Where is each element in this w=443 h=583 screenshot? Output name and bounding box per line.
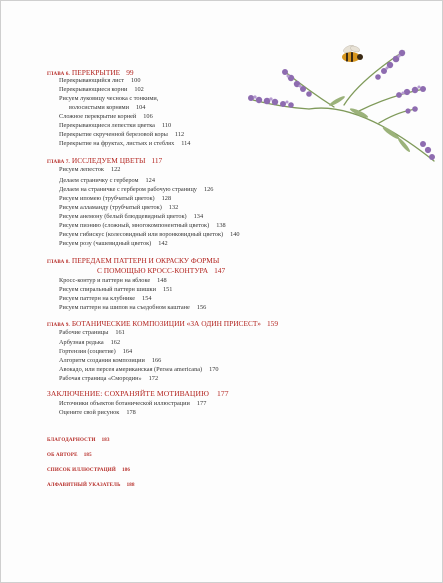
toc-entry[interactable] bbox=[59, 232, 240, 238]
page-number: 154 bbox=[142, 295, 152, 302]
toc-entry[interactable] bbox=[59, 349, 132, 355]
toc-entry[interactable] bbox=[59, 123, 171, 129]
toc-entry[interactable] bbox=[59, 278, 167, 284]
back-matter-item[interactable] bbox=[47, 438, 110, 443]
entry-title: Арбузная редька bbox=[59, 339, 104, 346]
entry-title: Рисуем пиэнию (сложный, многокомпонентный цветок) bbox=[59, 222, 210, 229]
entry-title: Рисуем розу (чашевидный цветок) bbox=[59, 240, 152, 247]
chapter-title-line-2: С ПОМОЩЬЮ КРОСС-КОНТУРА bbox=[97, 266, 209, 275]
conclusion-heading[interactable] bbox=[47, 390, 229, 398]
page-number: 162 bbox=[110, 339, 121, 346]
chapter-label: ГЛАВА 6. bbox=[47, 72, 70, 77]
page-number: 132 bbox=[168, 204, 179, 211]
page-number: 140 bbox=[230, 231, 240, 238]
toc-entry[interactable] bbox=[59, 305, 206, 311]
toc-entry[interactable] bbox=[59, 340, 120, 346]
entry-title: Рисуем алламанду (трубчатый цветок) bbox=[59, 204, 162, 211]
chapter-label: ГЛАВА 9. bbox=[47, 323, 70, 328]
page-number: 134 bbox=[193, 213, 204, 220]
page-number: 122 bbox=[110, 166, 121, 173]
entry-title: Перекрытие скрученной березовой коры bbox=[59, 131, 168, 138]
toc-entry[interactable] bbox=[59, 376, 158, 382]
entry-title: Перекрывающийся лист bbox=[59, 77, 125, 84]
entry-title: Перекрывающиеся корни bbox=[59, 86, 128, 93]
toc-entry[interactable] bbox=[59, 330, 125, 336]
chapter-title: ПЕРЕКРЫТИЕ bbox=[71, 68, 121, 77]
chapter-7-heading[interactable] bbox=[47, 157, 162, 165]
page-number: 114 bbox=[181, 140, 191, 147]
toc-entry[interactable] bbox=[59, 287, 172, 293]
toc-entry[interactable] bbox=[59, 178, 155, 184]
entry-title: Рисуем гибискус (колесовидный или воронковидный цветок) bbox=[59, 231, 224, 238]
chapter-6-heading[interactable] bbox=[47, 69, 134, 77]
page-number: 178 bbox=[126, 409, 136, 416]
bee-icon bbox=[342, 44, 363, 62]
chapter-title: ПЕРЕДАЕМ ПАТТЕРН И ОКРАСКУ ФОРМЫ bbox=[71, 256, 220, 265]
page-number: 151 bbox=[162, 286, 173, 293]
toc-entry[interactable] bbox=[59, 205, 178, 211]
chapter-8-heading[interactable] bbox=[47, 257, 219, 265]
toc-entry[interactable] bbox=[59, 196, 171, 202]
page-number: 117 bbox=[151, 156, 163, 165]
page-number: 177 bbox=[217, 389, 229, 398]
chapter-label: ГЛАВА 8. bbox=[47, 260, 70, 265]
toc-entry[interactable] bbox=[59, 223, 226, 229]
page-number: 110 bbox=[161, 122, 172, 129]
entry-title: Рисуем ипомею (трубчатый цветок) bbox=[59, 195, 155, 202]
page-number: 99 bbox=[126, 68, 134, 77]
page-number: 166 bbox=[151, 357, 162, 364]
entry-title: волосистыми корнями bbox=[69, 104, 129, 111]
entry-title: Авокадо, или персея американская (Persea americana) bbox=[59, 366, 203, 373]
entry-title: Делаем страничку с гербером bbox=[59, 177, 139, 184]
page-number: 147 bbox=[214, 266, 226, 275]
entry-title: Рабочие страницы bbox=[59, 329, 109, 336]
page-number: 186 bbox=[121, 468, 131, 473]
page-number: 172 bbox=[148, 375, 159, 382]
toc-entry[interactable] bbox=[59, 87, 144, 93]
toc-entry[interactable] bbox=[59, 367, 219, 373]
lavender-sprig-with-bee-illustration bbox=[239, 41, 443, 166]
entry-title: Перекрывающиеся лепестки цветка bbox=[59, 122, 155, 129]
page-number: 183 bbox=[101, 438, 110, 443]
page-number: 138 bbox=[216, 222, 226, 229]
page-number: 126 bbox=[203, 186, 214, 193]
toc-entry[interactable] bbox=[59, 214, 203, 220]
page-number: 170 bbox=[209, 366, 219, 373]
chapter-9-heading[interactable] bbox=[47, 320, 278, 328]
page-number: 185 bbox=[83, 453, 92, 458]
toc-entry[interactable] bbox=[59, 241, 168, 247]
page-number: 104 bbox=[135, 104, 146, 111]
toc-entry[interactable] bbox=[59, 410, 136, 416]
back-matter-item[interactable] bbox=[47, 483, 135, 488]
page-number: 100 bbox=[131, 77, 141, 84]
entry-title: Делаем на страничке с гербером рабочую страницу bbox=[59, 186, 197, 193]
back-matter-item[interactable] bbox=[47, 468, 130, 473]
page-number: 128 bbox=[161, 195, 172, 202]
page-number: 164 bbox=[122, 348, 133, 355]
page-number: 188 bbox=[126, 483, 135, 488]
page-number: 112 bbox=[174, 131, 185, 138]
toc-entry[interactable] bbox=[59, 401, 206, 407]
chapter-label: ГЛАВА 7. bbox=[47, 160, 70, 165]
entry-title: Алгоритм создания композиции bbox=[59, 357, 145, 364]
toc-entry[interactable] bbox=[59, 78, 140, 84]
page-number: 142 bbox=[158, 240, 168, 247]
toc-entry-continuation[interactable] bbox=[69, 105, 145, 111]
toc-entry[interactable] bbox=[59, 187, 213, 193]
page-number: 148 bbox=[157, 277, 167, 284]
toc-entry[interactable] bbox=[59, 114, 153, 120]
chapter-title: БОТАНИЧЕСКИЕ КОМПОЗИЦИИ «ЗА ОДИН ПРИСЕСТ» bbox=[71, 319, 261, 328]
entry-title: Рисуем спиральный паттерн шишки bbox=[59, 286, 156, 293]
entry-title: Рабочая страница «Смородин» bbox=[59, 375, 142, 382]
entry-title: Кросс-контур и паттерн на яблоке bbox=[59, 277, 151, 284]
toc-entry[interactable] bbox=[59, 96, 158, 102]
page-number: 156 bbox=[196, 304, 207, 311]
entry-title: Сложное перекрытие корней bbox=[59, 113, 137, 120]
chapter-8-heading-continuation[interactable] bbox=[97, 267, 225, 274]
page-number: 124 bbox=[145, 177, 155, 184]
entry-title: Рисуем паттерн на клубнике bbox=[59, 295, 136, 302]
entry-title: Рисуем лепесток bbox=[59, 166, 104, 173]
page-number: 106 bbox=[143, 113, 153, 120]
toc-entry[interactable] bbox=[59, 167, 120, 173]
entry-title: Гортензия (соцветие) bbox=[59, 348, 116, 355]
entry-title: Перекрытие на фруктах, листьях и стеблях bbox=[59, 140, 175, 147]
back-matter-title: СПИСОК ИЛЛЮСТРАЦИЙ bbox=[47, 468, 116, 473]
entry-title: Рисуем анемону (белый блюдцевидный цветок) bbox=[59, 213, 187, 220]
entry-title: Оцените свой рисунок bbox=[59, 409, 120, 416]
entry-title: Источники объектов ботанической иллюстрации bbox=[59, 400, 190, 407]
back-matter-title: ОБ АВТОРЕ bbox=[47, 453, 78, 458]
page-number: 161 bbox=[115, 329, 125, 336]
back-matter-item[interactable] bbox=[47, 453, 92, 458]
page-number: 159 bbox=[266, 319, 279, 328]
toc-entry[interactable] bbox=[59, 358, 161, 364]
conclusion-title: ЗАКЛЮЧЕНИЕ: СОХРАНЯЙТЕ МОТИВАЦИЮ bbox=[47, 389, 209, 398]
back-matter-title: БЛАГОДАРНОСТИ bbox=[47, 438, 96, 443]
entry-title: Рисуем луковицу чеснока с тонкими, bbox=[59, 95, 159, 102]
toc-entry[interactable] bbox=[59, 132, 184, 138]
chapter-title: ИССЛЕДУЕМ ЦВЕТЫ bbox=[71, 156, 146, 165]
toc-entry[interactable] bbox=[59, 141, 190, 147]
page-number: 177 bbox=[196, 400, 207, 407]
page-number: 102 bbox=[134, 86, 144, 93]
back-matter-title: АЛФАВИТНЫЙ УКАЗАТЕЛЬ bbox=[47, 483, 121, 488]
entry-title: Рисуем паттерн на шипов на съедобном каштане bbox=[59, 304, 190, 311]
toc-entry[interactable] bbox=[59, 296, 152, 302]
